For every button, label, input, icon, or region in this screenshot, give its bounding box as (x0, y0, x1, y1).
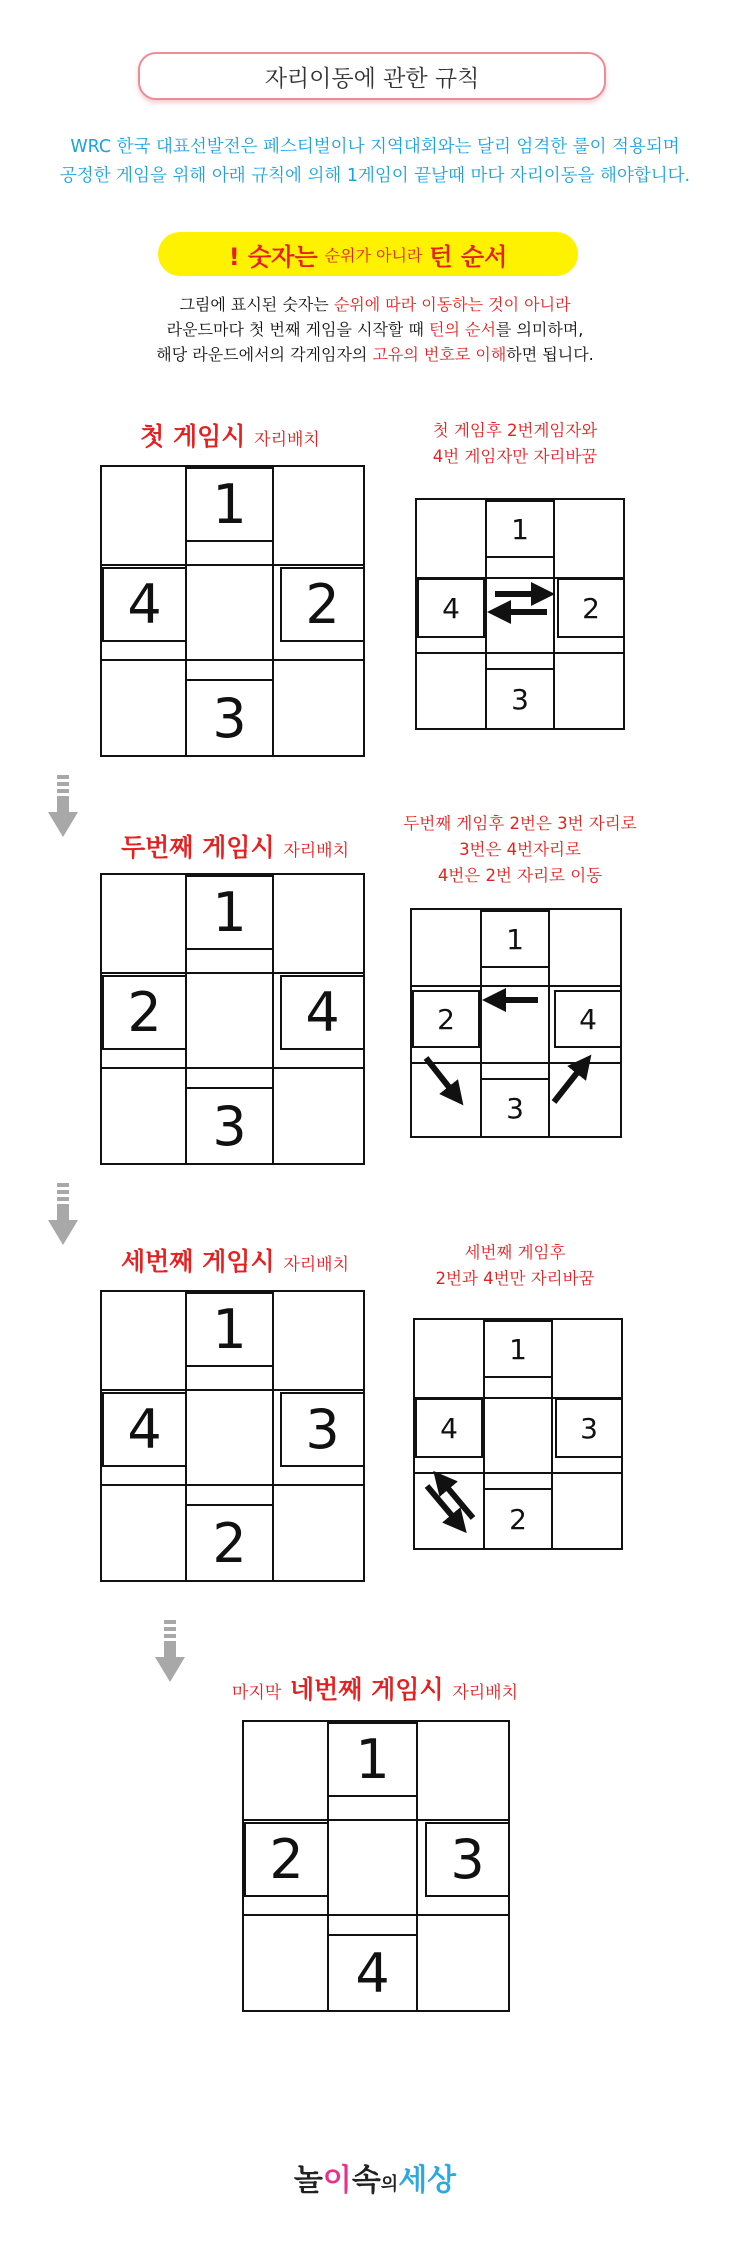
section-title-suffix: 자리배치 (452, 1683, 519, 1703)
caption-line: 세번째 게임후 (464, 1243, 566, 1262)
expl-text: 라운드마다 첫 번째 게임을 시작할 때 (166, 320, 429, 339)
seat-right: 2 (280, 567, 365, 642)
seat-bottom: 3 (485, 668, 555, 730)
seat-right: 2 (557, 578, 625, 638)
caption-line: 4번은 2번 자리로 이동 (437, 866, 603, 885)
seat-bottom: 4 (327, 1934, 418, 2012)
section-title-suffix: 자리배치 (283, 1255, 350, 1275)
seat-left: 2 (244, 1822, 329, 1897)
caption-line: 3번은 4번자리로 (459, 840, 581, 859)
swap-arrows-icon (413, 1318, 623, 1550)
logo-part: 속 (351, 2163, 381, 2198)
seat-bottom: 3 (480, 1078, 550, 1138)
section-1-caption (390, 418, 640, 470)
caption-line: 첫 게임후 2번게임자와 (432, 421, 598, 440)
turn-order-banner (158, 232, 578, 276)
caption-line: 4번 게임자만 자리바꿈 (432, 447, 598, 466)
seat-left: 4 (102, 1392, 187, 1467)
section-2-caption (375, 811, 665, 889)
seat-bottom: 2 (185, 1504, 274, 1582)
section-3-caption (400, 1240, 630, 1292)
section-1-title (100, 417, 360, 453)
explanation-line-3 (0, 342, 750, 365)
seat-right: 4 (280, 975, 365, 1050)
seat-top: 1 (485, 500, 555, 558)
seat-bottom: 2 (483, 1488, 553, 1550)
seat-top: 1 (480, 910, 550, 968)
expl-highlight: 고유의 번호로 이해 (372, 345, 507, 364)
logo-part: 의 (380, 2174, 399, 2195)
logo-part: 놀 (293, 2163, 323, 2198)
section-title-text: 첫 게임시 (140, 422, 246, 451)
caption-line: 2번과 4번만 자리바꿈 (435, 1269, 595, 1288)
seat-right: 3 (280, 1392, 365, 1467)
section-title-text: 세번째 게임시 (120, 1247, 275, 1276)
banner-mid: 순위가 아니라 (324, 245, 423, 265)
expl-text: 를 의미하며, (495, 320, 584, 339)
logo-part: 세상 (398, 2163, 457, 2198)
down-arrow-icon (48, 1183, 78, 1253)
expl-text: 하면 됩니다. (506, 345, 594, 364)
seat-left: 2 (102, 975, 187, 1050)
seat-left: 4 (102, 567, 187, 642)
section-title-text: 두번째 게임시 (120, 833, 275, 862)
down-arrow-icon (48, 775, 78, 845)
section-3-main-board (100, 1290, 365, 1582)
rotate-arrows-icon (410, 908, 622, 1138)
expl-text: 그림에 표시된 숫자는 (179, 295, 334, 314)
section-3-move-board (413, 1318, 623, 1550)
seat-top: 1 (185, 1292, 274, 1367)
intro-line-2: 공정한 게임을 위해 아래 규칙에 의해 1게임이 끝날때 마다 자리이동을 해야합니다. (59, 166, 691, 186)
section-2-move-board (410, 908, 622, 1138)
seat-right: 3 (425, 1822, 510, 1897)
expl-highlight: 순위에 따라 이동하는 것이 아니라 (333, 295, 571, 314)
section-2-title (100, 828, 370, 864)
page-title: 자리이동에 관한 규칙 (138, 52, 606, 100)
seat-right: 4 (554, 990, 622, 1048)
seat-right: 3 (555, 1398, 623, 1458)
section-4-main-board (242, 1720, 510, 2012)
section-title-suffix: 자리배치 (283, 841, 350, 861)
seat-bottom: 3 (185, 679, 274, 757)
section-3-title (100, 1242, 370, 1278)
expl-highlight: 턴의 순서 (428, 320, 496, 339)
section-1-move-board (415, 498, 625, 730)
caption-line: 두번째 게임후 2번은 3번 자리로 (403, 814, 637, 833)
section-title-text: 네번째 게임시 (289, 1675, 444, 1704)
swap-arrows-icon (415, 498, 625, 730)
brand-logo (0, 2155, 750, 2199)
seat-left: 2 (412, 990, 480, 1048)
section-4-title (150, 1670, 600, 1706)
seat-left: 4 (415, 1398, 483, 1458)
intro-line-1: WRC 한국 대표선발전은 페스티벌이나 지역대회와는 달리 엄격한 룰이 적용되며 (70, 137, 680, 157)
expl-text: 해당 라운드에서의 각게임자의 (156, 345, 373, 364)
banner-tail: 턴 순서 (429, 242, 508, 271)
section-title-suffix: 자리배치 (254, 430, 320, 450)
section-1-main-board (100, 465, 365, 757)
section-title-prefix: 마지막 (231, 1683, 282, 1703)
explanation-line-1 (0, 292, 750, 315)
banner-lead: ! 숫자는 (228, 242, 318, 271)
seat-top: 1 (483, 1320, 553, 1378)
logo-part: 이 (322, 2163, 352, 2198)
seat-bottom: 3 (185, 1087, 274, 1165)
seat-top: 1 (185, 467, 274, 542)
seat-top: 1 (327, 1722, 418, 1797)
seat-top: 1 (185, 875, 274, 950)
explanation-line-2 (0, 317, 750, 340)
seat-left: 4 (417, 578, 485, 638)
section-2-main-board (100, 873, 365, 1165)
